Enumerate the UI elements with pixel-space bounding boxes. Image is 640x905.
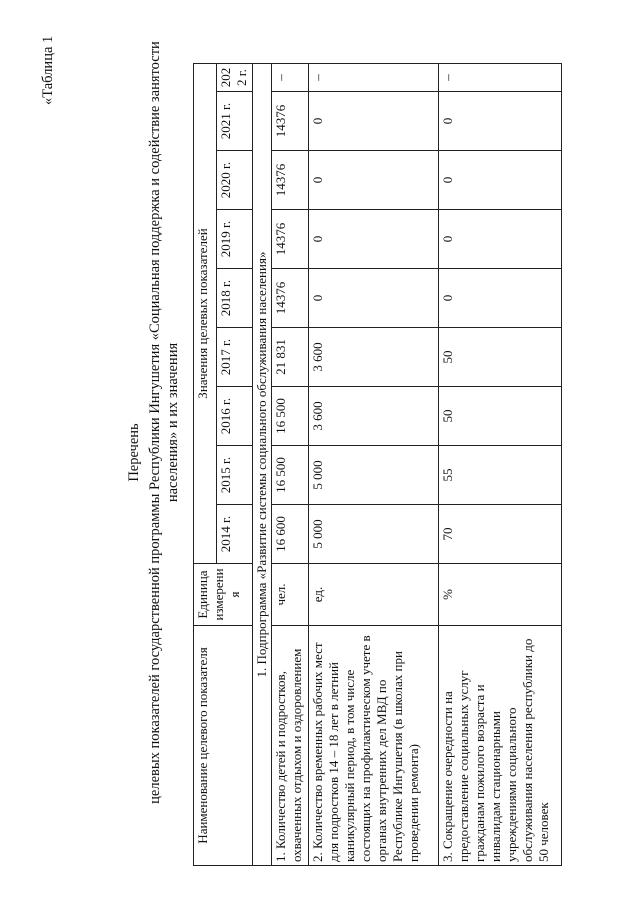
row-unit: % <box>439 564 562 626</box>
document-subtitle-line2: населения» и их значения <box>165 342 181 503</box>
row-value: 16 600 <box>272 505 309 564</box>
header-year: 2016 г. <box>217 387 253 446</box>
row-value: – <box>439 64 562 92</box>
row-value: 0 <box>309 151 439 210</box>
row-name: 2. Количество временных рабочих мест для подростков 14 – 18 лет в летний каникулярный период, в том числе состоящих на профилактическом учете в органах внутренних дел МВД по Республике Ингушетия (в школах при проведении ремонта) <box>309 626 439 866</box>
row-value: 5 000 <box>309 505 439 564</box>
row-value: – <box>309 64 439 92</box>
table-row <box>272 64 309 866</box>
row-value: 0 <box>309 269 439 328</box>
row-value: 14376 <box>272 92 309 151</box>
header-year: 2014 г. <box>217 505 253 564</box>
row-value: 50 <box>439 328 562 387</box>
row-value: 16 500 <box>272 446 309 505</box>
header-name: Наименование целевого показателя <box>194 626 253 866</box>
header-values-group: Значения целевых показателей <box>194 64 217 564</box>
header-year: 2019 г. <box>217 210 253 269</box>
row-value: 14376 <box>272 151 309 210</box>
row-value: 5 000 <box>309 446 439 505</box>
row-name: 3. Сокращение очередности на предоставление социальных услуг гражданам пожилого возраста и инвалидам стационарными учреждениями социального обслуживания населения республики до 50 человек <box>439 626 562 866</box>
table-row <box>309 64 439 866</box>
document-subtitle-line1: целевых показателей государственной программы Республики Ингушетия «Социальная поддержка и содействие занятости <box>147 41 163 804</box>
row-value: 0 <box>439 151 562 210</box>
header-unit: Единица измерени я <box>194 564 253 626</box>
row-value: 0 <box>309 92 439 151</box>
row-value: 50 <box>439 387 562 446</box>
row-value: 0 <box>439 92 562 151</box>
row-value: 3 600 <box>309 328 439 387</box>
row-value: 14376 <box>272 210 309 269</box>
header-year: 2020 г. <box>217 151 253 210</box>
row-value: 21 831 <box>272 328 309 387</box>
row-value: 0 <box>439 210 562 269</box>
row-value: 0 <box>309 210 439 269</box>
row-value: 55 <box>439 446 562 505</box>
header-year: 2015 г. <box>217 446 253 505</box>
row-value: 70 <box>439 505 562 564</box>
row-value: – <box>272 64 309 92</box>
header-year: 2018 г. <box>217 269 253 328</box>
table-row <box>439 64 562 866</box>
row-value: 3 600 <box>309 387 439 446</box>
indicators-table <box>193 63 562 866</box>
section-heading: 1. Подпрограмма «Развитие системы социального обслуживания населения» <box>253 64 272 866</box>
header-year: 2021 г. <box>217 92 253 151</box>
row-name: 1. Количество детей и подростков, охваченных отдыхом и оздоровлением <box>272 626 309 866</box>
row-value: 16 500 <box>272 387 309 446</box>
row-unit: чел. <box>272 564 309 626</box>
row-value: 0 <box>439 269 562 328</box>
row-value: 14376 <box>272 269 309 328</box>
header-year: 202 2 г. <box>217 64 253 92</box>
row-unit: ед. <box>309 564 439 626</box>
header-year: 2017 г. <box>217 328 253 387</box>
table-caption: «Таблица 1 <box>40 35 56 105</box>
document-title: Перечень <box>126 423 142 482</box>
